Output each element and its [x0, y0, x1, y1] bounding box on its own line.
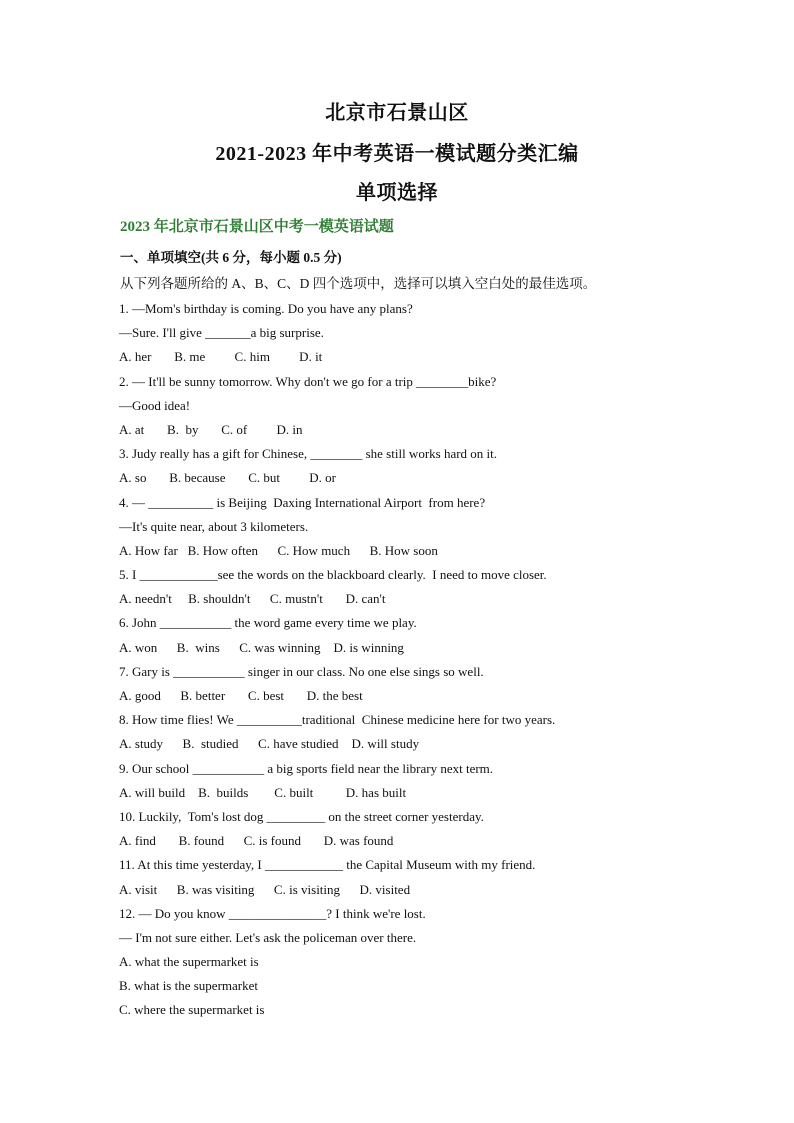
question-line: — I'm not sure either. Let's ask the policeman over there.: [119, 929, 417, 945]
question-line: 6. John ___________ the word game every time we play.: [119, 615, 417, 631]
answer-options: A. so B. because C. but D. or: [119, 470, 337, 486]
answer-options: A. How far B. How often C. How much B. How soon: [119, 542, 438, 558]
question-line: 2. — It'll be sunny tomorrow. Why don't we go for a trip ________bike?: [119, 373, 497, 389]
instructions: 从下列各题所给的 A、B、C、D 四个选项中，选择可以填入空白处的最佳选项。: [120, 276, 597, 291]
answer-option: B. what is the supermarket: [119, 978, 258, 994]
question-line: 12. — Do you know _______________? I think we're lost.: [119, 905, 426, 921]
question-line: 7. Gary is ___________ singer in our class. No one else sings so well.: [119, 663, 484, 679]
question-line: 8. How time flies! We __________traditional Chinese medicine here for two years.: [119, 712, 556, 728]
title-region: 北京市石景山区: [325, 102, 469, 124]
answer-options: A. will build B. builds C. built D. has built: [119, 784, 407, 800]
part-title: 一、单项填空(共 6 分，每小题 0.5 分): [120, 250, 342, 265]
answer-options: A. find B. found C. is found D. was found: [119, 833, 394, 849]
question-line: —Sure. I'll give _______a big surprise.: [119, 325, 324, 341]
title-subject: 2021-2023 年中考英语一模试题分类汇编: [215, 143, 579, 165]
answer-options: A. won B. wins C. was winning D. is winning: [119, 639, 404, 655]
question-line: 10. Luckily, Tom's lost dog _________ on the street corner yesterday.: [119, 808, 484, 824]
answer-option: C. where the supermarket is: [119, 1002, 265, 1018]
title-topic: 单项选择: [356, 182, 438, 204]
question-line: 4. — __________ is Beijing Daxing International Airport from here?: [119, 494, 486, 510]
question-line: 3. Judy really has a gift for Chinese, ________ she still works hard on it.: [119, 446, 498, 462]
answer-options: A. visit B. was visiting C. is visiting D. visited: [119, 881, 411, 897]
section-title: 2023 年北京市石景山区中考一模英语试题: [120, 219, 394, 235]
answer-options: A. study B. studied C. have studied D. will study: [119, 736, 420, 752]
answer-options: A. at B. by C. of D. in: [119, 421, 303, 437]
question-line: —Good idea!: [119, 397, 191, 413]
answer-options: A. good B. better C. best D. the best: [119, 688, 363, 703]
answer-option: A. what the supermarket is: [119, 954, 259, 970]
question-list: [119, 297, 679, 1023]
question-line: 9. Our school ___________ a big sports field near the library next term.: [119, 760, 494, 776]
question-line: —It's quite near, about 3 kilometers.: [119, 518, 309, 534]
question-line: 5. I ____________see the words on the blackboard clearly. I need to move closer.: [119, 567, 547, 583]
question-line: 11. At this time yesterday, I ____________ the Capital Museum with my friend.: [119, 857, 536, 873]
question-line: 1. —Mom's birthday is coming. Do you have any plans?: [119, 301, 413, 316]
answer-options: A. needn't B. shouldn't C. mustn't D. can't: [119, 591, 386, 607]
answer-options: A. her B. me C. him D. it: [119, 349, 323, 365]
